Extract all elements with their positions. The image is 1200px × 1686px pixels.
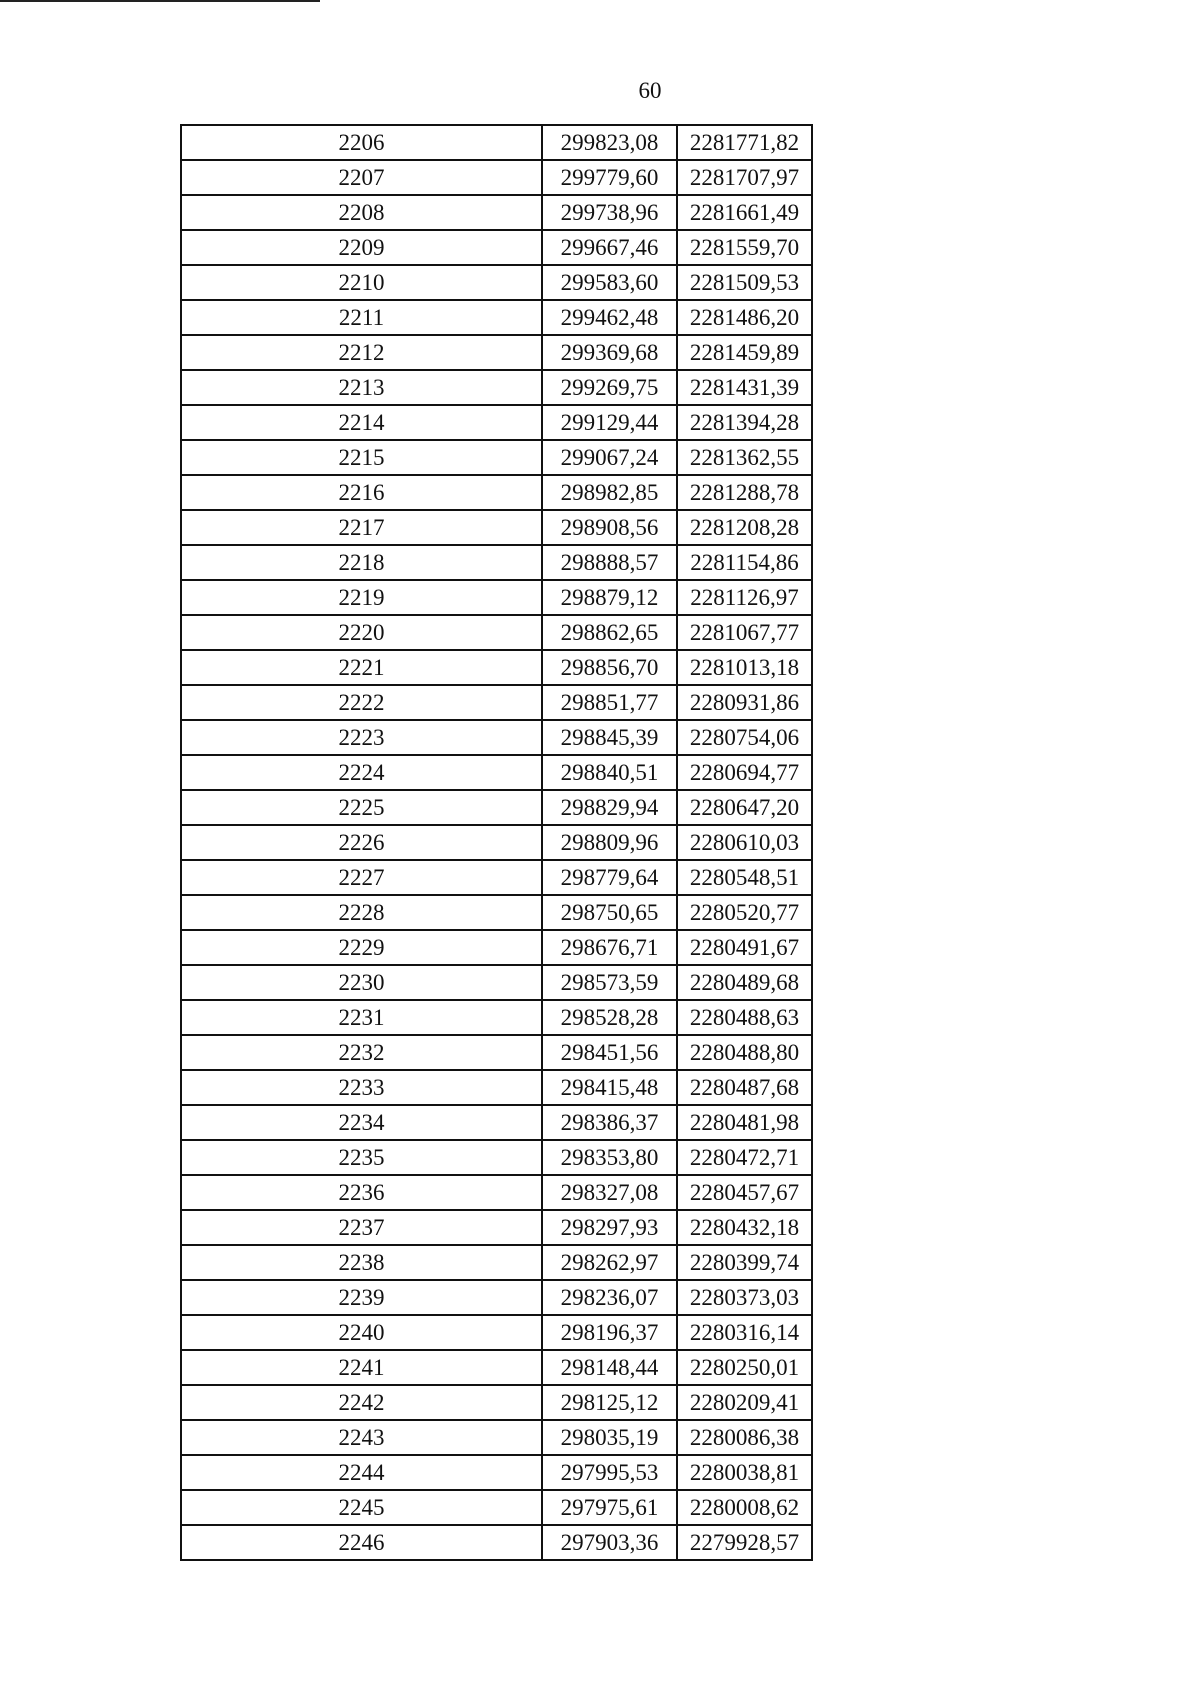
point-number-cell: 2212 — [181, 335, 542, 370]
table-row — [181, 125, 812, 160]
x-coordinate-cell: 298851,77 — [542, 685, 677, 720]
table-row — [181, 335, 812, 370]
table-row — [181, 965, 812, 1000]
y-coordinate-cell: 2281208,28 — [677, 510, 812, 545]
top-rule — [0, 0, 320, 2]
y-coordinate-cell: 2280487,68 — [677, 1070, 812, 1105]
point-number-cell: 2245 — [181, 1490, 542, 1525]
x-coordinate-cell: 297903,36 — [542, 1525, 677, 1560]
y-coordinate-cell: 2280548,51 — [677, 860, 812, 895]
table-row — [181, 370, 812, 405]
table-row — [181, 510, 812, 545]
point-number-cell: 2225 — [181, 790, 542, 825]
table-row — [181, 1525, 812, 1560]
y-coordinate-cell: 2280491,67 — [677, 930, 812, 965]
table-row — [181, 475, 812, 510]
point-number-cell: 2231 — [181, 1000, 542, 1035]
y-coordinate-cell: 2280520,77 — [677, 895, 812, 930]
y-coordinate-cell: 2280694,77 — [677, 755, 812, 790]
x-coordinate-cell: 299823,08 — [542, 125, 677, 160]
x-coordinate-cell: 299738,96 — [542, 195, 677, 230]
point-number-cell: 2235 — [181, 1140, 542, 1175]
table-row — [181, 755, 812, 790]
x-coordinate-cell: 298236,07 — [542, 1280, 677, 1315]
table-row — [181, 650, 812, 685]
x-coordinate-cell: 297975,61 — [542, 1490, 677, 1525]
point-number-cell: 2211 — [181, 300, 542, 335]
x-coordinate-cell: 298856,70 — [542, 650, 677, 685]
point-number-cell: 2237 — [181, 1210, 542, 1245]
y-coordinate-cell: 2280209,41 — [677, 1385, 812, 1420]
x-coordinate-cell: 299067,24 — [542, 440, 677, 475]
x-coordinate-cell: 298353,80 — [542, 1140, 677, 1175]
y-coordinate-cell: 2281661,49 — [677, 195, 812, 230]
y-coordinate-cell: 2281013,18 — [677, 650, 812, 685]
x-coordinate-cell: 298779,64 — [542, 860, 677, 895]
x-coordinate-cell: 298148,44 — [542, 1350, 677, 1385]
x-coordinate-cell: 298262,97 — [542, 1245, 677, 1280]
table-row — [181, 545, 812, 580]
y-coordinate-cell: 2280250,01 — [677, 1350, 812, 1385]
table-row — [181, 1280, 812, 1315]
point-number-cell: 2226 — [181, 825, 542, 860]
y-coordinate-cell: 2279928,57 — [677, 1525, 812, 1560]
point-number-cell: 2209 — [181, 230, 542, 265]
y-coordinate-cell: 2280432,18 — [677, 1210, 812, 1245]
table-row — [181, 930, 812, 965]
table-row — [181, 160, 812, 195]
y-coordinate-cell: 2280086,38 — [677, 1420, 812, 1455]
table-row — [181, 860, 812, 895]
x-coordinate-cell: 298573,59 — [542, 965, 677, 1000]
point-number-cell: 2207 — [181, 160, 542, 195]
x-coordinate-cell: 298862,65 — [542, 615, 677, 650]
x-coordinate-cell: 298415,48 — [542, 1070, 677, 1105]
table-row — [181, 1315, 812, 1350]
y-coordinate-cell: 2281431,39 — [677, 370, 812, 405]
point-number-cell: 2216 — [181, 475, 542, 510]
y-coordinate-cell: 2280481,98 — [677, 1105, 812, 1140]
table-row — [181, 1000, 812, 1035]
x-coordinate-cell: 299779,60 — [542, 160, 677, 195]
point-number-cell: 2206 — [181, 125, 542, 160]
y-coordinate-cell: 2280488,80 — [677, 1035, 812, 1070]
y-coordinate-cell: 2281459,89 — [677, 335, 812, 370]
table-row — [181, 300, 812, 335]
point-number-cell: 2230 — [181, 965, 542, 1000]
x-coordinate-cell: 298451,56 — [542, 1035, 677, 1070]
point-number-cell: 2215 — [181, 440, 542, 475]
x-coordinate-cell: 298750,65 — [542, 895, 677, 930]
point-number-cell: 2221 — [181, 650, 542, 685]
x-coordinate-cell: 299269,75 — [542, 370, 677, 405]
table-row — [181, 1035, 812, 1070]
table-row — [181, 405, 812, 440]
x-coordinate-cell: 298528,28 — [542, 1000, 677, 1035]
table-row — [181, 685, 812, 720]
y-coordinate-cell: 2280373,03 — [677, 1280, 812, 1315]
table-row — [181, 1245, 812, 1280]
point-number-cell: 2243 — [181, 1420, 542, 1455]
point-number-cell: 2241 — [181, 1350, 542, 1385]
y-coordinate-cell: 2281288,78 — [677, 475, 812, 510]
table-row — [181, 1350, 812, 1385]
table-row — [181, 1385, 812, 1420]
x-coordinate-cell: 298879,12 — [542, 580, 677, 615]
x-coordinate-cell: 299583,60 — [542, 265, 677, 300]
table-row — [181, 1070, 812, 1105]
point-number-cell: 2227 — [181, 860, 542, 895]
y-coordinate-cell: 2280457,67 — [677, 1175, 812, 1210]
y-coordinate-cell: 2280610,03 — [677, 825, 812, 860]
table-row — [181, 1210, 812, 1245]
table-row — [181, 1175, 812, 1210]
y-coordinate-cell: 2281067,77 — [677, 615, 812, 650]
x-coordinate-cell: 298386,37 — [542, 1105, 677, 1140]
table-row — [181, 720, 812, 755]
point-number-cell: 2228 — [181, 895, 542, 930]
point-number-cell: 2234 — [181, 1105, 542, 1140]
x-coordinate-cell: 298196,37 — [542, 1315, 677, 1350]
y-coordinate-cell: 2280399,74 — [677, 1245, 812, 1280]
table-row — [181, 440, 812, 475]
x-coordinate-cell: 298829,94 — [542, 790, 677, 825]
point-number-cell: 2240 — [181, 1315, 542, 1350]
table-row — [181, 1140, 812, 1175]
y-coordinate-cell: 2280488,63 — [677, 1000, 812, 1035]
y-coordinate-cell: 2281394,28 — [677, 405, 812, 440]
x-coordinate-cell: 298297,93 — [542, 1210, 677, 1245]
table-row — [181, 825, 812, 860]
page-number: 60 — [638, 78, 662, 103]
table-row — [181, 230, 812, 265]
point-number-cell: 2210 — [181, 265, 542, 300]
table-row — [181, 1490, 812, 1525]
x-coordinate-cell: 298809,96 — [542, 825, 677, 860]
y-coordinate-cell: 2281559,70 — [677, 230, 812, 265]
x-coordinate-cell: 298676,71 — [542, 930, 677, 965]
y-coordinate-cell: 2281154,86 — [677, 545, 812, 580]
point-number-cell: 2220 — [181, 615, 542, 650]
point-number-cell: 2218 — [181, 545, 542, 580]
point-number-cell: 2238 — [181, 1245, 542, 1280]
x-coordinate-cell: 299667,46 — [542, 230, 677, 265]
point-number-cell: 2208 — [181, 195, 542, 230]
y-coordinate-cell: 2280754,06 — [677, 720, 812, 755]
table-row — [181, 580, 812, 615]
x-coordinate-cell: 298035,19 — [542, 1420, 677, 1455]
table-row — [181, 615, 812, 650]
x-coordinate-cell: 298888,57 — [542, 545, 677, 580]
y-coordinate-cell: 2280472,71 — [677, 1140, 812, 1175]
table-row — [181, 895, 812, 930]
table-row — [181, 1105, 812, 1140]
x-coordinate-cell: 298982,85 — [542, 475, 677, 510]
y-coordinate-cell: 2281126,97 — [677, 580, 812, 615]
y-coordinate-cell: 2281509,53 — [677, 265, 812, 300]
point-number-cell: 2214 — [181, 405, 542, 440]
point-number-cell: 2213 — [181, 370, 542, 405]
y-coordinate-cell: 2280008,62 — [677, 1490, 812, 1525]
y-coordinate-cell: 2280489,68 — [677, 965, 812, 1000]
coordinates-table — [180, 124, 813, 1561]
y-coordinate-cell: 2280316,14 — [677, 1315, 812, 1350]
point-number-cell: 2242 — [181, 1385, 542, 1420]
x-coordinate-cell: 298840,51 — [542, 755, 677, 790]
point-number-cell: 2222 — [181, 685, 542, 720]
y-coordinate-cell: 2280038,81 — [677, 1455, 812, 1490]
y-coordinate-cell: 2281486,20 — [677, 300, 812, 335]
y-coordinate-cell: 2281362,55 — [677, 440, 812, 475]
x-coordinate-cell: 298908,56 — [542, 510, 677, 545]
y-coordinate-cell: 2281771,82 — [677, 125, 812, 160]
table-row — [181, 265, 812, 300]
point-number-cell: 2244 — [181, 1455, 542, 1490]
point-number-cell: 2239 — [181, 1280, 542, 1315]
table-row — [181, 1420, 812, 1455]
point-number-cell: 2236 — [181, 1175, 542, 1210]
y-coordinate-cell: 2280931,86 — [677, 685, 812, 720]
x-coordinate-cell: 299369,68 — [542, 335, 677, 370]
x-coordinate-cell: 298845,39 — [542, 720, 677, 755]
x-coordinate-cell: 297995,53 — [542, 1455, 677, 1490]
point-number-cell: 2219 — [181, 580, 542, 615]
point-number-cell: 2233 — [181, 1070, 542, 1105]
table-row — [181, 1455, 812, 1490]
x-coordinate-cell: 298125,12 — [542, 1385, 677, 1420]
table-row — [181, 790, 812, 825]
x-coordinate-cell: 298327,08 — [542, 1175, 677, 1210]
table-body — [181, 125, 812, 1560]
point-number-cell: 2217 — [181, 510, 542, 545]
point-number-cell: 2224 — [181, 755, 542, 790]
table-row — [181, 195, 812, 230]
y-coordinate-cell: 2281707,97 — [677, 160, 812, 195]
x-coordinate-cell: 299462,48 — [542, 300, 677, 335]
point-number-cell: 2232 — [181, 1035, 542, 1070]
x-coordinate-cell: 299129,44 — [542, 405, 677, 440]
point-number-cell: 2229 — [181, 930, 542, 965]
point-number-cell: 2246 — [181, 1525, 542, 1560]
y-coordinate-cell: 2280647,20 — [677, 790, 812, 825]
point-number-cell: 2223 — [181, 720, 542, 755]
